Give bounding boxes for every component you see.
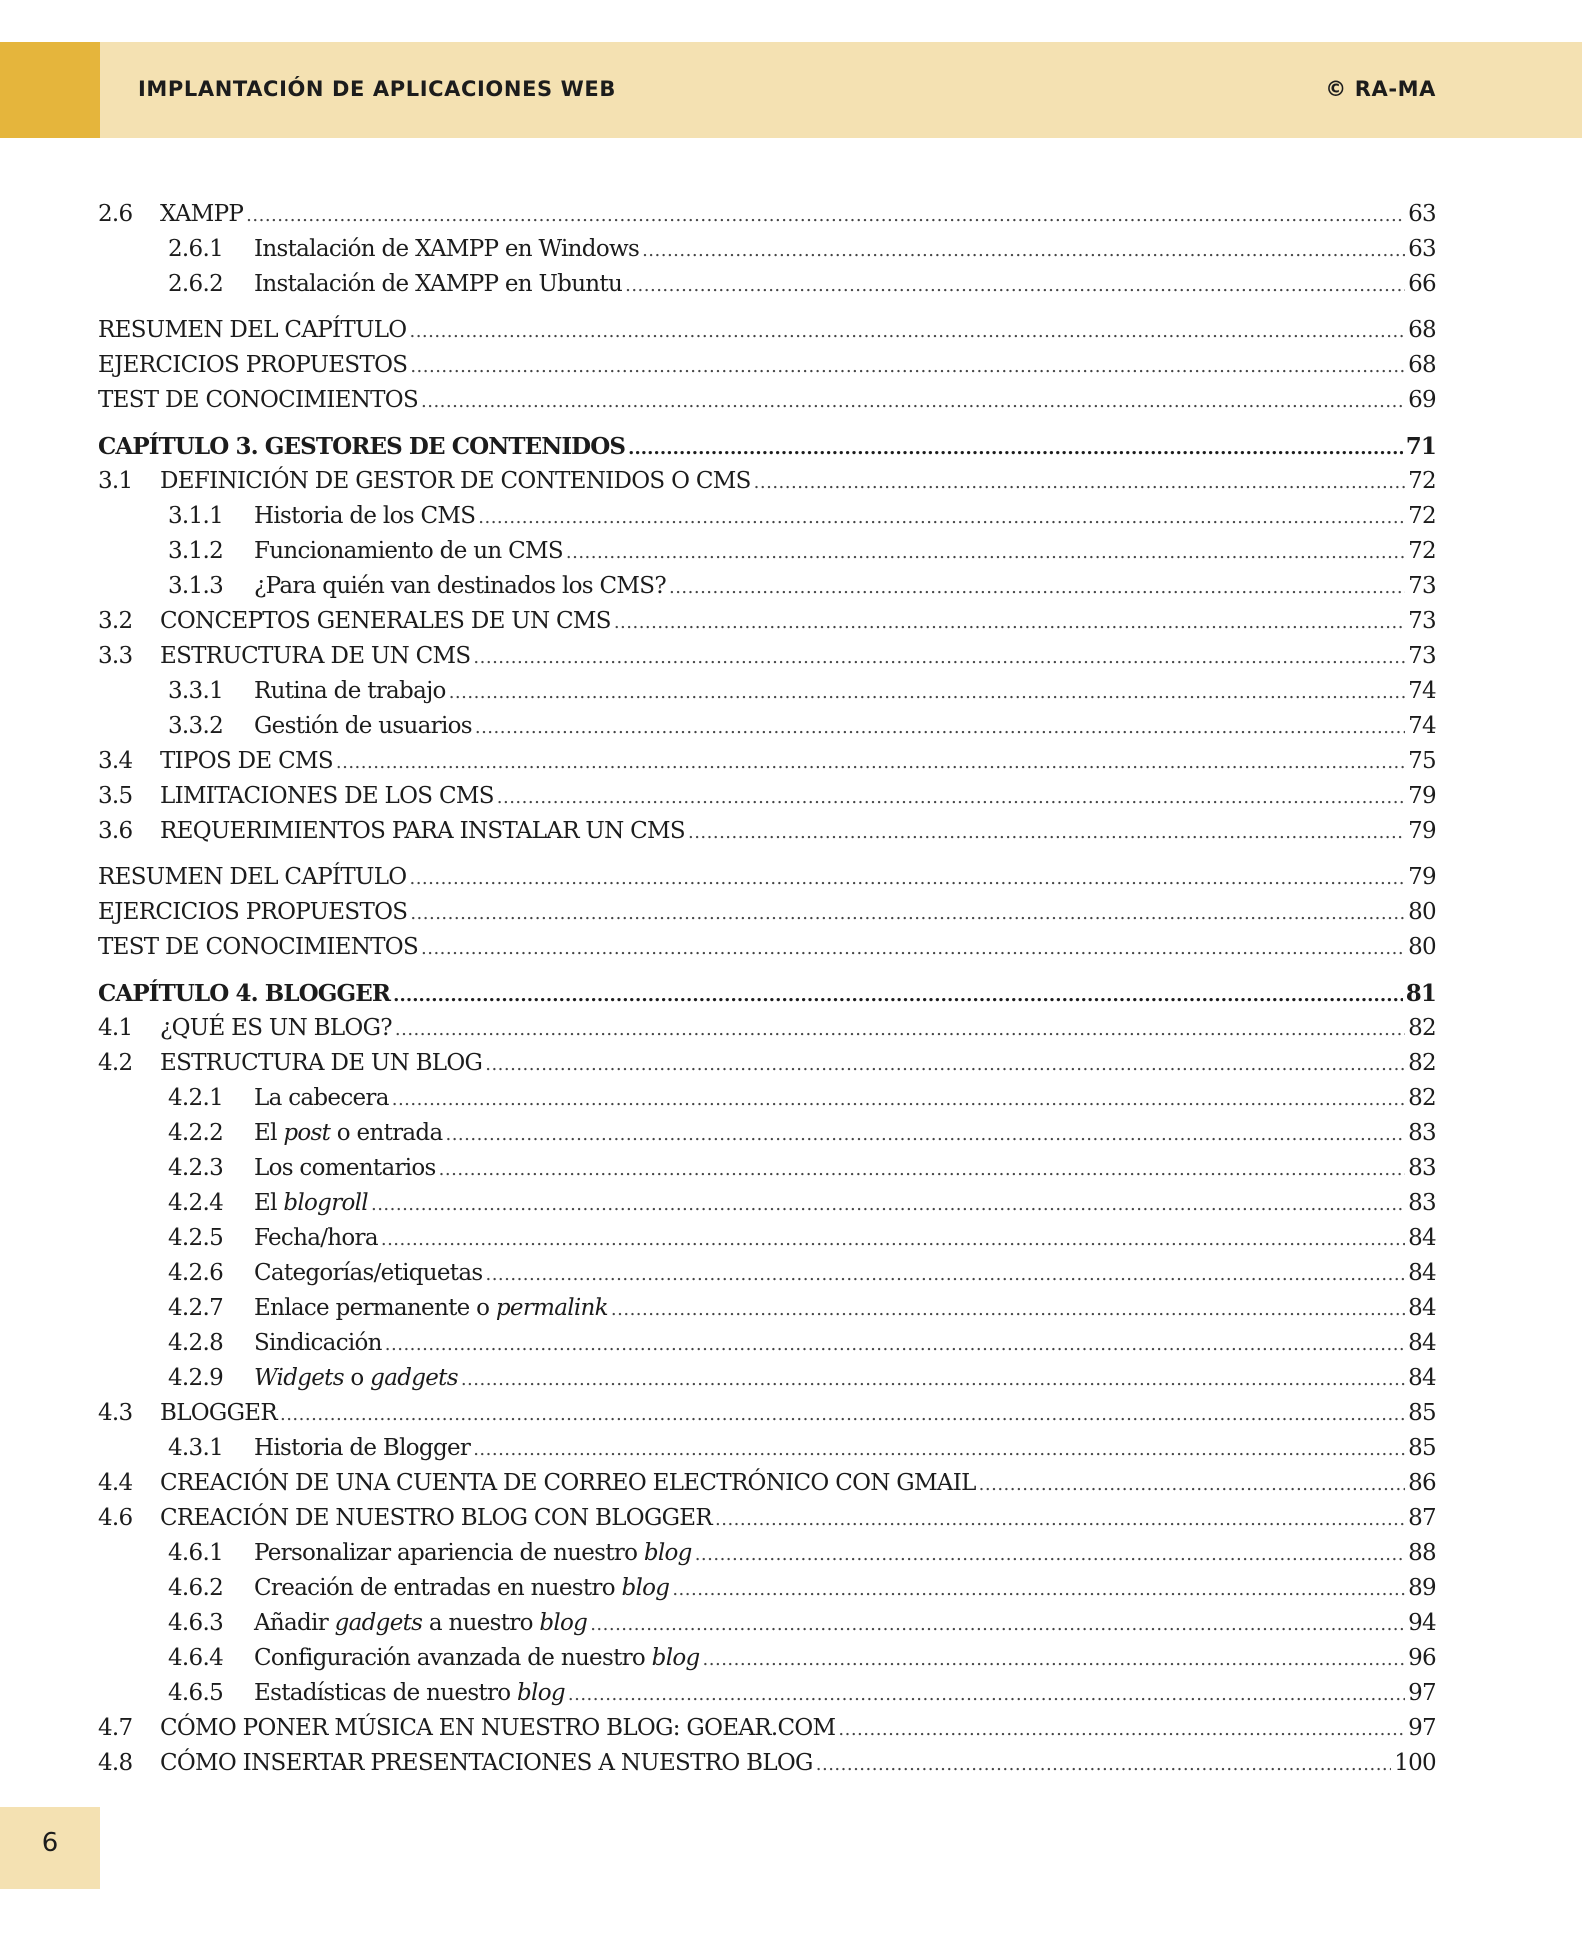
toc-dot-leader [475,710,1405,745]
toc-entry-number: 4.3 [98,1400,133,1426]
toc-entry-title [254,1641,700,1676]
toc-dot-leader [688,815,1405,850]
toc-entry-title [254,1186,368,1221]
toc-dot-leader [715,1502,1405,1537]
toc-entry-number: 4.6.5 [168,1680,224,1706]
toc-entry-title-part: Personalizar apariencia de nuestro [254,1540,644,1566]
toc-page-number: 86 [1408,1470,1436,1496]
toc-entry-title [254,1571,669,1606]
toc-entry-title: Historia de Blogger [254,1435,471,1461]
toc-dot-leader [410,349,1405,384]
toc-dot-leader [439,1152,1405,1187]
toc-page-number: 83 [1408,1190,1436,1216]
toc-dot-leader [385,1327,1405,1362]
toc-entry-title-part: Estadísticas de nuestro [254,1680,518,1706]
toc-page-number: 84 [1408,1225,1436,1251]
toc-entry [98,1256,1436,1291]
toc-dot-leader [461,1362,1405,1397]
toc-entry [98,1396,1436,1431]
toc-entry-title: TIPOS DE CMS [160,748,333,774]
toc-entry-number: 4.1 [98,1015,133,1041]
toc-entry-title: Instalación de XAMPP en Ubuntu [254,271,623,297]
toc-entry-title-part: Añadir [254,1610,335,1636]
toc-entry [98,1501,1436,1536]
toc-page-number: 69 [1408,387,1436,413]
toc-page-number: 97 [1408,1680,1436,1706]
toc-entry [98,709,1436,744]
toc-entry-title: LIMITACIONES DE LOS CMS [160,783,494,809]
toc-page-number: 100 [1394,1750,1436,1776]
toc-page-number: 82 [1408,1050,1436,1076]
toc-entry-title-italic: permalink [495,1295,608,1321]
toc-entry-number: 3.5 [98,783,133,809]
toc-entry [98,464,1436,499]
toc-dot-leader [381,1222,1405,1257]
toc-page-number: 75 [1408,748,1436,774]
toc-entry [98,1081,1436,1116]
toc-dot-leader [669,570,1405,605]
toc-entry [98,1466,1436,1501]
toc-entry-number: 3.4 [98,748,133,774]
toc-page-number: 84 [1408,1295,1436,1321]
toc-dot-leader [449,675,1405,710]
toc-entry-title: XAMPP [160,201,244,227]
toc-entry-title-part: Enlace permanente o [254,1295,496,1321]
toc-dot-leader [392,1082,1405,1117]
toc-chapter-heading [98,976,1436,1011]
toc-page-number: 63 [1408,236,1436,262]
toc-page-number: 88 [1408,1540,1436,1566]
toc-entry-title: ESTRUCTURA DE UN CMS [160,643,471,669]
toc-entry-title: RESUMEN DEL CAPÍTULO [98,317,407,343]
toc-entry-number: 3.3.1 [168,678,224,704]
toc-entry [98,267,1436,302]
toc-entry-number: 4.2.6 [168,1260,224,1286]
toc-page-number: 87 [1408,1505,1436,1531]
toc-entry-title-part: El [254,1120,284,1146]
header-accent-tab [0,42,100,138]
toc-dot-leader [371,1187,1405,1222]
toc-page-number: 74 [1408,678,1436,704]
toc-entry [98,814,1436,849]
toc-page-number: 83 [1408,1120,1436,1146]
toc-entry [98,1431,1436,1466]
toc-entry-number: 4.2.9 [168,1365,224,1391]
toc-entry-title: CONCEPTOS GENERALES DE UN CMS [160,608,611,634]
toc-dot-leader [336,745,1405,780]
toc-page-number: 66 [1408,271,1436,297]
toc-entry-number: 3.3.2 [168,713,224,739]
toc-dot-leader [410,896,1405,931]
toc-entry-number: 3.1.3 [168,573,224,599]
toc-entry [98,744,1436,779]
toc-page-number: 74 [1408,713,1436,739]
toc-entry-title: TEST DE CONOCIMIENTOS [98,387,419,413]
toc-dot-leader [280,1397,1405,1432]
toc-page-number: 68 [1408,317,1436,343]
toc-dot-leader [566,535,1405,570]
toc-entry-title: Instalación de XAMPP en Windows [254,236,640,262]
toc-page-number: 71 [1405,433,1436,460]
toc-entry [98,1291,1436,1326]
toc-page-number: 83 [1408,1155,1436,1181]
toc-entry-title: Gestión de usuarios [254,713,472,739]
toc-dot-leader [421,931,1405,966]
toc-entry [98,1116,1436,1151]
toc-entry-title-italic: blog [539,1610,588,1636]
toc-entry [98,1711,1436,1746]
toc-page-number: 84 [1408,1330,1436,1356]
toc-entry [98,1536,1436,1571]
toc-entry-title: CAPÍTULO 3. GESTORES DE CONTENIDOS [98,433,626,460]
toc-page-number: 73 [1408,608,1436,634]
toc-dot-leader [672,1572,1405,1607]
toc-entry-title-part: a nuestro [422,1610,540,1636]
toc-entry [98,1606,1436,1641]
toc-page-number: 73 [1408,643,1436,669]
toc-entry-title: Los comentarios [254,1155,436,1181]
toc-entry-number: 3.3 [98,643,133,669]
toc-entry-title: ¿Para quién van destinados los CMS? [254,573,666,599]
toc-entry [98,1361,1436,1396]
toc-entry-number: 4.2.5 [168,1225,224,1251]
toc-entry [98,1571,1436,1606]
toc-dot-leader [409,314,1405,349]
toc-page-number: 63 [1408,201,1436,227]
toc-dot-leader [838,1712,1405,1747]
toc-entry-title-italic: blog [517,1680,565,1706]
toc-page-number: 72 [1408,503,1436,529]
toc-dot-leader [568,1677,1405,1712]
toc-entry-title-italic: blog [643,1540,692,1566]
toc-page-number: 89 [1408,1575,1436,1601]
toc-entry-number: 4.2.1 [168,1085,224,1111]
toc-entry-number: 4.2.3 [168,1155,224,1181]
toc-dot-leader [625,268,1405,303]
toc-dot-leader [611,1292,1405,1327]
toc-page-number: 84 [1408,1260,1436,1286]
toc-entry [98,348,1436,383]
toc-entry-number: 3.1 [98,468,133,494]
toc-entry-title-part: o entrada [330,1120,443,1146]
toc-entry-title: CÓMO PONER MÚSICA EN NUESTRO BLOG: GOEAR.COM [160,1715,836,1741]
toc-page-number: 79 [1408,783,1436,809]
toc-page-number: 94 [1408,1610,1436,1636]
toc-page-number: 80 [1408,899,1436,925]
toc-entry-number: 2.6.2 [168,271,224,297]
toc-entry [98,534,1436,569]
toc-entry-number: 4.6.2 [168,1575,224,1601]
toc-entry-title [254,1116,442,1151]
toc-entry-title-part: o [343,1365,371,1391]
toc-entry [98,779,1436,814]
toc-dot-leader [816,1747,1391,1782]
toc-entry-number: 4.7 [98,1715,133,1741]
toc-entry [98,1186,1436,1221]
toc-entry-title [254,1676,565,1711]
toc-entry [98,1046,1436,1081]
toc-entry [98,895,1436,930]
toc-entry [98,604,1436,639]
toc-entry-number: 4.6.1 [168,1540,224,1566]
toc-page-number: 73 [1408,573,1436,599]
toc-entry-title: CREACIÓN DE NUESTRO BLOG CON BLOGGER [160,1505,713,1531]
toc-entry-title: Historia de los CMS [254,503,476,529]
toc-dot-leader [695,1537,1405,1572]
toc-entry-title-italic: Widgets [254,1365,344,1391]
toc-entry [98,499,1436,534]
toc-entry-title: DEFINICIÓN DE GESTOR DE CONTENIDOS O CMS [160,468,751,494]
toc-entry [98,639,1436,674]
toc-entry-number: 4.6 [98,1505,133,1531]
toc-entry-title [254,1536,692,1571]
toc-entry [98,383,1436,418]
toc-dot-leader [642,233,1405,268]
toc-dot-leader [409,861,1405,896]
toc-entry-title: CÓMO INSERTAR PRESENTACIONES A NUESTRO BLOG [160,1750,813,1776]
toc-dot-leader [614,605,1405,640]
toc-entry-title [254,1361,458,1396]
toc-dot-leader [393,978,1403,1013]
toc-dot-leader [421,384,1405,419]
toc-entry [98,1676,1436,1711]
toc-entry [98,1746,1436,1781]
toc-entry-number: 2.6 [98,201,133,227]
toc-entry-title-italic: blog [651,1645,700,1671]
toc-entry [98,930,1436,965]
toc-dot-leader [590,1607,1405,1642]
toc-entry-title-italic: blog [621,1575,670,1601]
toc-entry-title: Fecha/hora [254,1225,378,1251]
toc-entry [98,860,1436,895]
toc-page-number: 72 [1408,538,1436,564]
toc-entry-number: 4.6.3 [168,1610,224,1636]
toc-chapter-heading [98,429,1436,464]
toc-entry-number: 2.6.1 [168,236,224,262]
toc-entry-number: 4.6.4 [168,1645,224,1671]
toc-entry-number: 4.2.7 [168,1295,224,1321]
toc-page-number: 68 [1408,352,1436,378]
toc-entry-title: La cabecera [254,1085,389,1111]
toc-entry-title: CAPÍTULO 4. BLOGGER [98,980,391,1007]
toc-page-number: 79 [1408,864,1436,890]
toc-page-number: 96 [1408,1645,1436,1671]
toc-dot-leader [473,640,1405,675]
toc-entry-number: 3.2 [98,608,133,634]
toc-entry-number: 3.1.2 [168,538,224,564]
toc-entry-number: 4.8 [98,1750,133,1776]
toc-entry-title-part: Creación de entradas en nuestro [254,1575,622,1601]
toc-dot-leader [628,431,1403,466]
toc-page-number: 82 [1408,1085,1436,1111]
toc-entry-number: 4.3.1 [168,1435,224,1461]
toc-entry-title-part: El [254,1190,284,1216]
toc-entry-title: Rutina de trabajo [254,678,446,704]
toc-entry-title: EJERCICIOS PROPUESTOS [98,899,408,925]
toc-entry [98,1326,1436,1361]
toc-entry-title: ESTRUCTURA DE UN BLOG [160,1050,483,1076]
toc-entry [98,1641,1436,1676]
toc-page-number: 97 [1408,1715,1436,1741]
toc-dot-leader [395,1012,1405,1047]
toc-entry-title-italic: gadgets [370,1365,458,1391]
toc-entry-title: RESUMEN DEL CAPÍTULO [98,864,407,890]
toc-dot-leader [485,1047,1405,1082]
toc-entry-title: Funcionamiento de un CMS [254,538,563,564]
page-number: 6 [41,1828,59,1858]
toc-page-number: 84 [1408,1365,1436,1391]
toc-page-number: 79 [1408,818,1436,844]
toc-dot-leader [246,198,1405,233]
running-header-title: IMPLANTACIÓN DE APLICACIONES WEB [138,77,616,101]
toc-dot-leader [979,1467,1405,1502]
toc-entry-title: CREACIÓN DE UNA CUENTA DE CORREO ELECTRÓNICO CON GMAIL [160,1470,976,1496]
toc-entry-title-italic: blogroll [283,1190,368,1216]
toc-page-number: 80 [1408,934,1436,960]
toc-entry [98,232,1436,267]
toc-dot-leader [485,1257,1405,1292]
toc-entry [98,674,1436,709]
toc-entry [98,1151,1436,1186]
toc-dot-leader [478,500,1405,535]
toc-entry-number: 4.2.2 [168,1120,224,1146]
toc-page-number: 82 [1408,1015,1436,1041]
toc-entry-title [254,1291,608,1326]
toc-entry-title: TEST DE CONOCIMIENTOS [98,934,419,960]
toc-entry [98,569,1436,604]
table-of-contents [98,197,1436,1781]
toc-entry-title: REQUERIMIENTOS PARA INSTALAR UN CMS [160,818,685,844]
toc-entry-title [254,1606,587,1641]
toc-page-number: 85 [1408,1400,1436,1426]
toc-entry-title: ¿QUÉ ES UN BLOG? [160,1015,392,1041]
toc-page-number: 72 [1408,468,1436,494]
toc-entry-number: 3.6 [98,818,133,844]
toc-entry-title: Categorías/etiquetas [254,1260,483,1286]
toc-entry-title-part: Configuración avanzada de nuestro [254,1645,652,1671]
toc-entry-number: 4.2 [98,1050,133,1076]
toc-entry-number: 4.2.4 [168,1190,224,1216]
toc-entry [98,1011,1436,1046]
toc-entry [98,197,1436,232]
toc-page-number: 81 [1405,980,1436,1007]
toc-entry [98,1221,1436,1256]
toc-entry-title: EJERCICIOS PROPUESTOS [98,352,408,378]
toc-dot-leader [473,1432,1405,1467]
toc-entry-title-italic: gadgets [334,1610,423,1636]
toc-entry-number: 3.1.1 [168,503,224,529]
toc-dot-leader [497,780,1405,815]
toc-dot-leader [445,1117,1405,1152]
toc-dot-leader [754,465,1405,500]
toc-entry-number: 4.2.8 [168,1330,224,1356]
toc-entry-title: BLOGGER [160,1400,277,1426]
toc-page-number: 85 [1408,1435,1436,1461]
running-header-publisher: © RA-MA [1325,77,1436,101]
toc-dot-leader [703,1642,1406,1677]
toc-entry-title-italic: post [283,1120,331,1146]
toc-entry-title: Sindicación [254,1330,382,1356]
toc-entry [98,313,1436,348]
toc-entry-number: 4.4 [98,1470,133,1496]
